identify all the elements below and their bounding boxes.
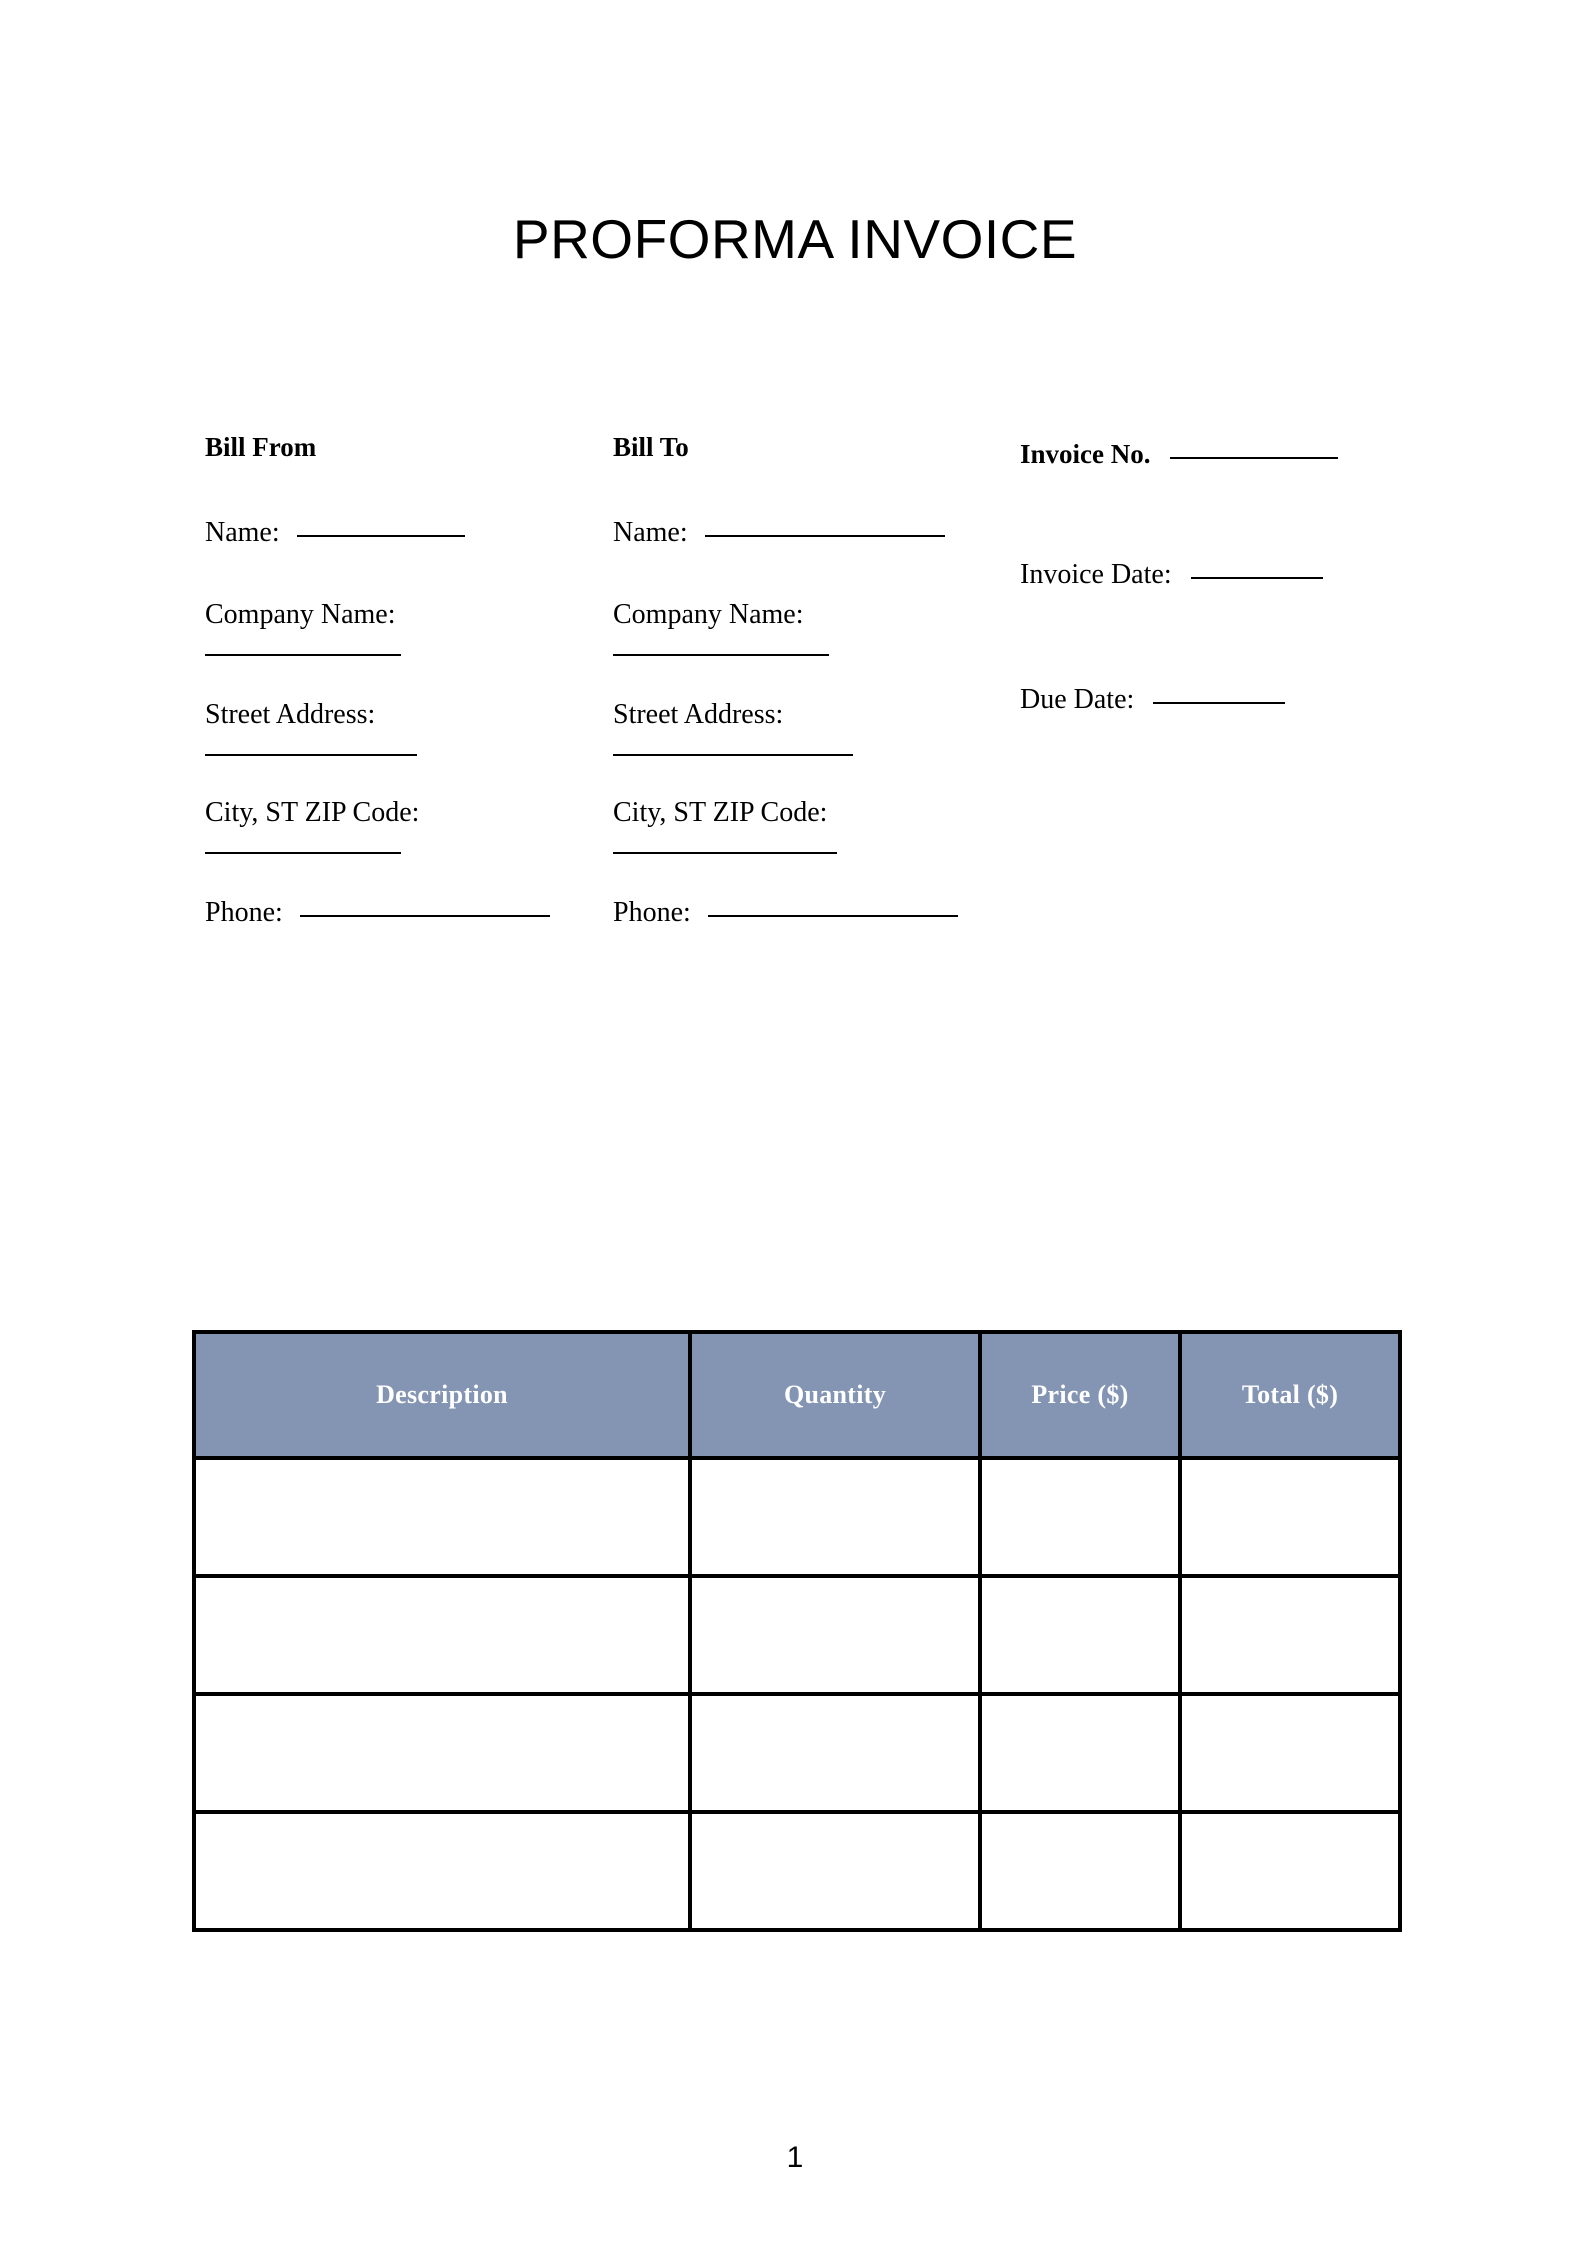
cell-quantity[interactable] <box>690 1458 980 1576</box>
column-header-description[interactable]: Description <box>194 1332 690 1458</box>
bill-to-phone-input-rule[interactable] <box>708 915 958 917</box>
table-header-row <box>194 1332 1400 1458</box>
cell-total[interactable] <box>1180 1812 1400 1930</box>
table-row <box>194 1694 1400 1812</box>
bill-to-name-label: Name: <box>613 517 688 548</box>
bill-to-city-field[interactable] <box>613 788 1033 854</box>
bill-to-heading: Bill To <box>613 432 689 462</box>
bill-from-city-input-rule[interactable] <box>205 852 401 854</box>
cell-quantity[interactable] <box>690 1812 980 1930</box>
cell-description[interactable] <box>194 1458 690 1576</box>
bill-to-street-label: Street Address: <box>613 699 784 730</box>
invoice-date-label: Invoice Date: <box>1020 559 1172 590</box>
bill-from-phone-field[interactable] <box>205 888 625 938</box>
column-header-price[interactable]: Price ($) <box>980 1332 1180 1458</box>
invoice-number-input-rule[interactable] <box>1170 457 1338 459</box>
table-row <box>194 1458 1400 1576</box>
cell-quantity[interactable] <box>690 1576 980 1694</box>
bill-from-name-input-rule[interactable] <box>297 535 465 537</box>
bill-from-heading: Bill From <box>205 432 317 462</box>
cell-description[interactable] <box>194 1576 690 1694</box>
cell-description[interactable] <box>194 1694 690 1812</box>
bill-from-company-input-rule[interactable] <box>205 654 401 656</box>
bill-from-column <box>205 430 605 928</box>
bill-to-phone-field[interactable] <box>613 888 1033 938</box>
bill-from-street-field[interactable] <box>205 690 625 756</box>
invoice-number-label: Invoice No. <box>1020 439 1151 469</box>
bill-to-city-input-rule[interactable] <box>613 852 837 854</box>
column-header-total[interactable]: Total ($) <box>1180 1332 1400 1458</box>
bill-from-company-field[interactable] <box>205 590 625 656</box>
cell-description[interactable] <box>194 1812 690 1930</box>
bill-from-phone-label: Phone: <box>205 897 283 928</box>
bill-to-company-label: Company Name: <box>613 599 804 630</box>
bill-to-city-label: City, ST ZIP Code: <box>613 797 828 828</box>
bill-to-street-input-rule[interactable] <box>613 754 853 756</box>
bill-from-city-label: City, ST ZIP Code: <box>205 797 420 828</box>
bill-to-street-field[interactable] <box>613 690 1033 756</box>
invoice-date-field[interactable] <box>1020 550 1440 600</box>
cell-price[interactable] <box>980 1694 1180 1812</box>
bill-to-phone-label: Phone: <box>613 897 691 928</box>
bill-to-company-input-rule[interactable] <box>613 654 829 656</box>
cell-total[interactable] <box>1180 1576 1400 1694</box>
cell-total[interactable] <box>1180 1458 1400 1576</box>
bill-to-name-field[interactable] <box>613 508 1033 558</box>
page-title: PROFORMA INVOICE <box>512 208 1078 270</box>
bill-from-name-field[interactable] <box>205 508 625 558</box>
page-number: 1 <box>786 2141 804 2174</box>
bill-from-street-input-rule[interactable] <box>205 754 417 756</box>
bill-to-name-input-rule[interactable] <box>705 535 945 537</box>
bill-from-phone-input-rule[interactable] <box>300 915 550 917</box>
bill-to-company-field[interactable] <box>613 590 1033 656</box>
cell-total[interactable] <box>1180 1694 1400 1812</box>
bill-from-street-label: Street Address: <box>205 699 376 730</box>
cell-price[interactable] <box>980 1458 1180 1576</box>
due-date-label: Due Date: <box>1020 684 1135 715</box>
parties-section <box>0 430 1590 1130</box>
line-items-table <box>192 1330 1402 1932</box>
bill-from-city-field[interactable] <box>205 788 625 854</box>
column-header-quantity[interactable]: Quantity <box>690 1332 980 1458</box>
cell-price[interactable] <box>980 1812 1180 1930</box>
due-date-field[interactable] <box>1020 675 1440 725</box>
table-row <box>194 1812 1400 1930</box>
bill-from-name-label: Name: <box>205 517 280 548</box>
cell-price[interactable] <box>980 1576 1180 1694</box>
table-row <box>194 1576 1400 1694</box>
invoice-number-field[interactable] <box>1020 430 1440 480</box>
line-items-table-head <box>194 1332 1400 1458</box>
bill-from-company-label: Company Name: <box>205 599 396 630</box>
invoice-date-input-rule[interactable] <box>1191 577 1323 579</box>
due-date-input-rule[interactable] <box>1153 702 1285 704</box>
cell-quantity[interactable] <box>690 1694 980 1812</box>
line-items-table-body <box>194 1458 1400 1930</box>
bill-to-column <box>613 430 1013 928</box>
